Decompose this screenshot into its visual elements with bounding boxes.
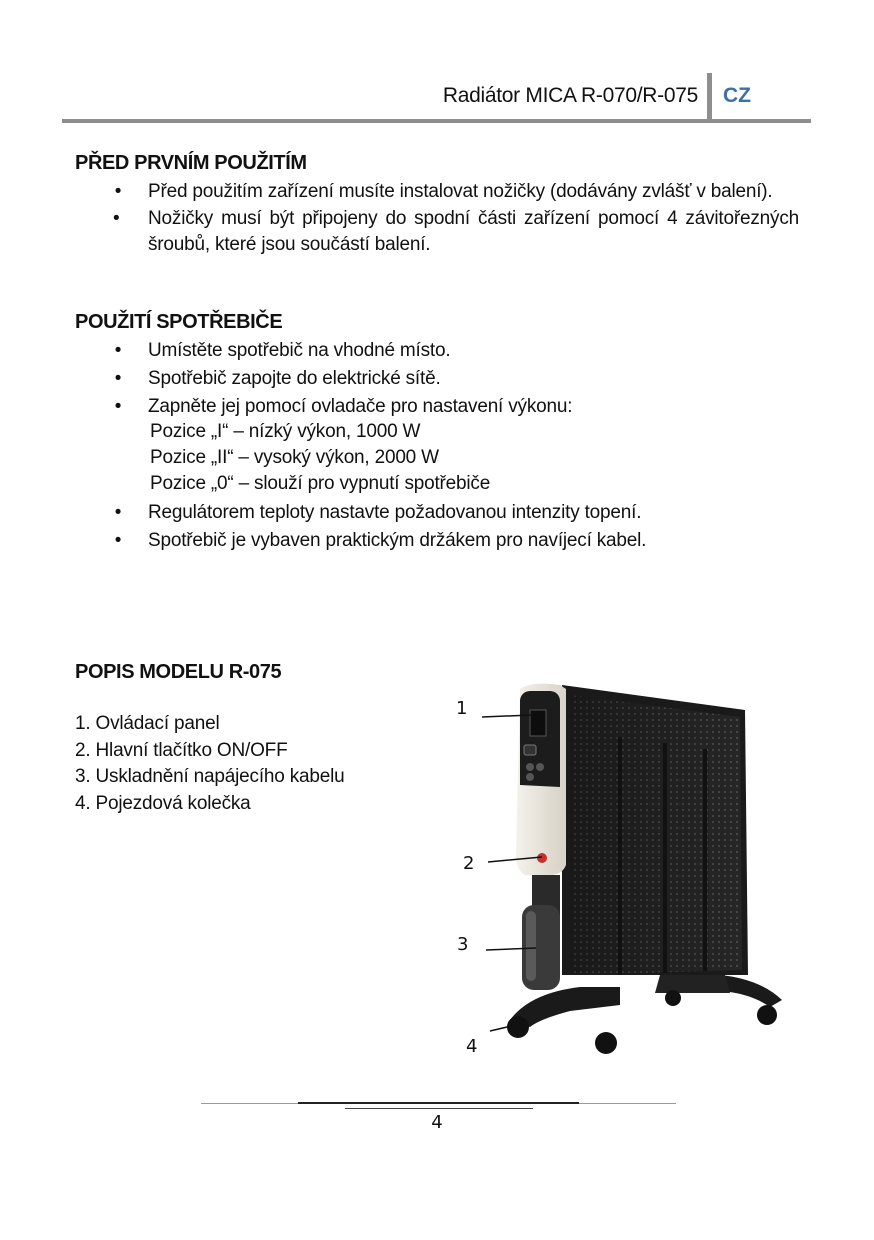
bullet-dot: • xyxy=(114,502,122,523)
bullet-dot: • xyxy=(114,368,122,389)
header-rule xyxy=(62,119,811,123)
language-code: CZ xyxy=(723,84,751,107)
document-title: Radiátor MICA R-070/R-075 xyxy=(442,84,698,107)
bullet-dot: • xyxy=(114,181,122,202)
leader-line xyxy=(488,857,542,862)
callout-label: 3 xyxy=(457,934,469,955)
section-heading-before-first-use: PŘED PRVNÍM POUŽITÍM xyxy=(75,152,307,174)
bullet-item: • Před použitím zařízení musíte instalovat nožičky (dodávány zvlášť v balení). xyxy=(148,179,799,205)
leader-line xyxy=(482,715,532,717)
bullet-dot: • xyxy=(114,396,122,417)
bullet-dot: • xyxy=(113,208,120,229)
bullet-dot: • xyxy=(114,530,122,551)
bullet-item: • Spotřebič zapojte do elektrické sítě. xyxy=(148,366,799,392)
bullet-item: • Zapněte jej pomocí ovladače pro nastavení výkonu: xyxy=(148,394,799,420)
header-separator xyxy=(707,73,712,120)
section-heading-appliance-use: POUŽITÍ SPOTŘEBIČE xyxy=(75,311,283,333)
part-list-item: 2. Hlavní tlačítko ON/OFF xyxy=(75,740,288,761)
bullet-item: • Nožičky musí být připojeny do spodní části zařízení pomocí 4 závitořezných šroubů, které jsou součástí balení. xyxy=(113,208,799,255)
bullet-item: • Umístěte spotřebič na vhodné místo. xyxy=(148,338,799,364)
callout-label: 1 xyxy=(456,698,468,719)
callout-label: 2 xyxy=(463,853,475,874)
part-list-item: 3. Uskladnění napájecího kabelu xyxy=(75,766,345,787)
page-number: 4 xyxy=(431,1112,443,1133)
bullet-item: • Regulátorem teploty nastavte požadovanou intenzity topení. xyxy=(148,500,799,526)
bullet-item: • Spotřebič je vybaven praktickým držákem pro navíjecí kabel. xyxy=(148,528,799,554)
power-position-line: Pozice „I“ – nízký výkon, 1000 W xyxy=(150,421,421,442)
section-heading-model-description: POPIS MODELU R-075 xyxy=(75,661,282,683)
power-position-line: Pozice „II“ – vysoký výkon, 2000 W xyxy=(150,447,439,468)
part-list-item: 4. Pojezdová kolečka xyxy=(75,793,251,814)
leader-line xyxy=(486,948,536,950)
power-position-line: Pozice „0“ – slouží pro vypnutí spotřebiče xyxy=(150,473,491,494)
footer-rule xyxy=(345,1108,533,1109)
footer-rule xyxy=(298,1102,579,1104)
callout-leader-lines xyxy=(470,700,560,1040)
callout-label: 4 xyxy=(466,1036,478,1057)
part-list-item: 1. Ovládací panel xyxy=(75,713,220,734)
leader-line xyxy=(490,1024,520,1031)
bullet-dot: • xyxy=(114,340,122,361)
